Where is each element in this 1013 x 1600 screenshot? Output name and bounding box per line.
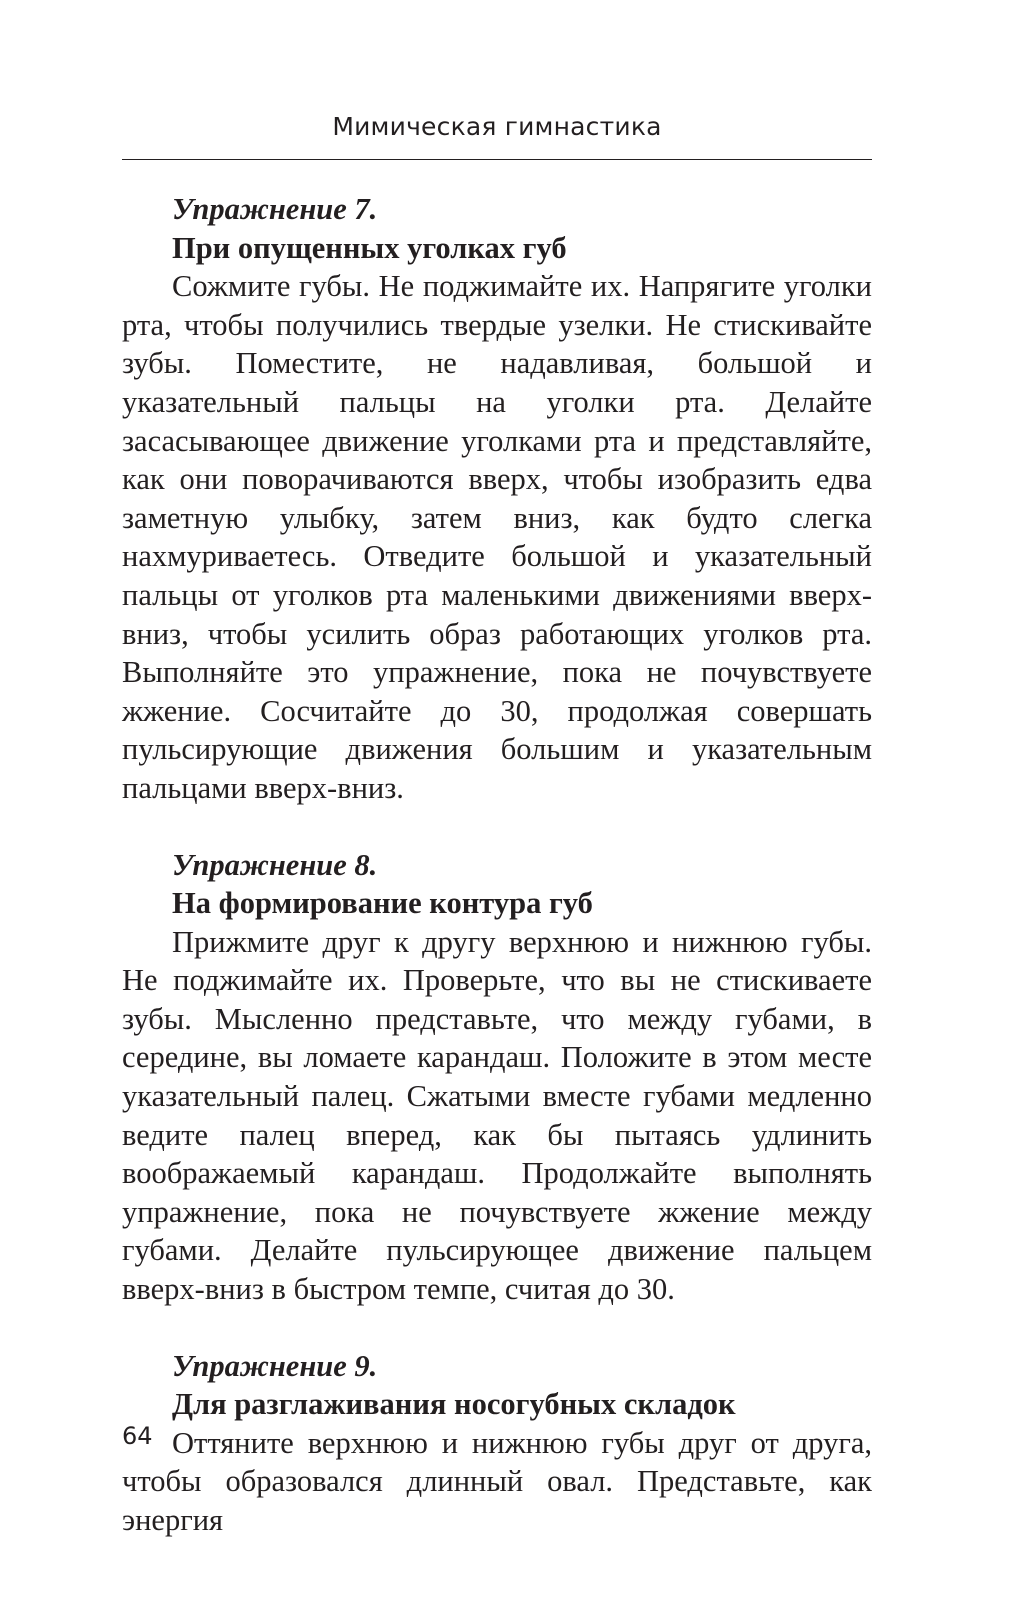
exercise-paragraph: Прижмите друг к другу верхнюю и нижнюю губы. Не поджимайте их. Проверьте, что вы не стискиваете зубы. Мысленно представьте, что между губами, в середине, вы ломаете карандаш. Положите в этом месте указательный палец. Сжатыми вместе губами медленно ведите палец вперед, как бы пытаясь удлинить воображаемый карандаш. Продолжайте выполнять упражнение, пока не почувствуете жжение между губами. Делайте пульсирующее движение пальцем вверх-вниз в быстром темпе, считая до 30.: [122, 924, 872, 1307]
exercise-paragraph: Сожмите губы. Не поджимайте их. Напрягите уголки рта, чтобы получились твердые узелки. Не стискивайте зубы. Поместите, не надавливая, большой и указательный пальцы на уголки рта. Делайте засасывающее движение уголками рта и представляйте, как они поворачиваются вверх, чтобы изобразить едва заметную улыбку, затем вниз, как будто слегка нахмуриваетесь. Отведите большой и указательный пальцы от уголков рта маленькими движениями вверх-вниз, чтобы усилить образ работающих уголков рта. Выполняйте это упражнение, пока не почувствуете жжение. Сосчитайте до 30, продолжая совершать пульсирующие движения большим и указательным пальцами вверх-вниз.: [122, 269, 872, 805]
page-body: [122, 190, 872, 1540]
exercise-number: Упражнение 8.: [172, 847, 378, 882]
exercise-8: [122, 846, 872, 1309]
exercise-9: [122, 1347, 872, 1540]
header-rule: [122, 159, 872, 160]
exercise-paragraph: Оттяните верхнюю и нижнюю губы друг от друга, чтобы образовался длинный овал. Представьте, как энергия: [122, 1425, 872, 1537]
exercise-7: [122, 190, 872, 808]
exercise-title: При опущенных уголках губ: [172, 230, 567, 265]
exercise-number: Упражнение 7.: [172, 192, 378, 226]
exercise-title: На формирование контура губ: [172, 886, 593, 921]
exercise-number: Упражнение 9.: [172, 1348, 378, 1383]
page-number: 64: [122, 1422, 153, 1450]
running-head: Мимическая гимнастика: [332, 112, 662, 141]
exercise-title: Для разглаживания носогубных складок: [172, 1387, 736, 1422]
